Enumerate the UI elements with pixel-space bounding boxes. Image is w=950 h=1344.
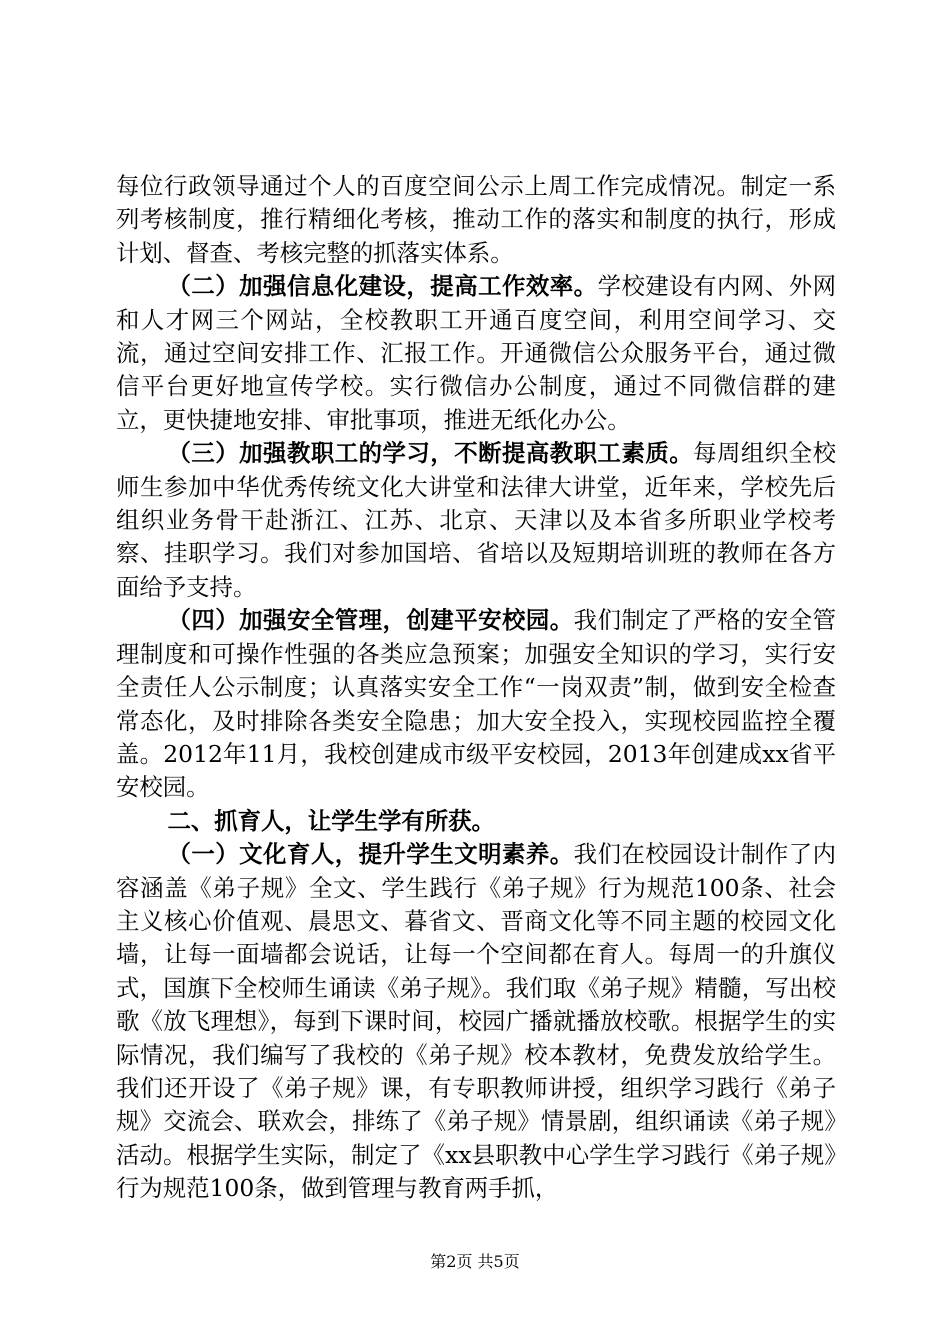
paragraph-text: 每周组织全校师生参加中华优秀传统文化大讲堂和法律大讲堂，近年来，学校先后组织业务骨干赴浙江、江苏、北京、天津以及本省多所职业学校考察、挂职学习。我们对参加国培、省培以及短期培训班的教师在各方面给予支持。	[116, 439, 837, 601]
paragraph-lead: （四）加强安全管理，创建平安校园。	[167, 606, 574, 635]
document-body	[116, 170, 836, 1206]
paragraph-safety	[116, 604, 836, 804]
paragraph-informatization	[116, 270, 836, 437]
paragraph-lead: （一）文化育人，提升学生文明素养。	[167, 840, 574, 869]
paragraph-lead: （二）加强信息化建设，提高工作效率。	[167, 272, 598, 301]
paragraph-text: 我们在校园设计制作了内容涵盖《弟子规》全文、学生践行《弟子规》行为规范100条、社会主义核心价值观、晨思文、暮省文、晋商文化等不同主题的校园文化墙，让每一面墙都会说话，让每一个空间都在育人。每周一的升旗仪式，国旗下全校师生诵读《弟子规》。我们取《弟子规》精髓，写出校歌《放飞理想》，每到下课时间，校园广播就播放校歌。根据学生的实际情况，我们编写了我校的《弟子规》校本教材，免费发放给学生。我们还开设了《弟子规》课，有专职教师讲授，组织学习践行《弟子规》交流会、联欢会，排练了《弟子规》情景剧，组织诵读《弟子规》活动。根据学生实际，制定了《xx县职教中心学生学习践行《弟子规》行为规范100条，做到管理与教育两手抓，	[116, 840, 837, 1203]
paragraph-text: 每位行政领导通过个人的百度空间公示上周工作完成情况。制定一系列考核制度，推行精细化考核，推动工作的落实和制度的执行，形成计划、督查、考核完整的抓落实体系。	[116, 172, 836, 267]
paragraph-culture	[116, 838, 836, 1205]
paragraph-lead: （三）加强教职工的学习，不断提高教职工素质。	[167, 439, 694, 468]
section-heading-text: 二、抓育人，让学生学有所获。	[167, 806, 495, 835]
paragraph-text: 学校建设有内网、外网和人才网三个网站，全校教职工开通百度空间，利用空间学习、交流，通过空间安排工作、汇报工作。开通微信公众服务平台，通过微信平台更好地宣传学校。实行微信办公制度，通过不同微信群的建立，更快捷地安排、审批事项，推进无纸化办公。	[116, 272, 836, 434]
section-heading	[116, 805, 836, 838]
paragraph-staff-learning	[116, 437, 836, 604]
paragraph-text: 我们制定了严格的安全管理制度和可操作性强的各类应急预案；加强安全知识的学习，实行安全责任人公示制度；认真落实安全工作“一岗双责”制，做到安全检查常态化，及时排除各类安全隐患；加大安全投入，实现校园监控全覆盖。2012年11月，我校创建成市级平安校园，2013年创建成xx省平安校园。	[116, 606, 837, 802]
paragraph-continued	[116, 170, 836, 270]
page-number-footer: 第2页 共5页	[430, 1252, 520, 1271]
